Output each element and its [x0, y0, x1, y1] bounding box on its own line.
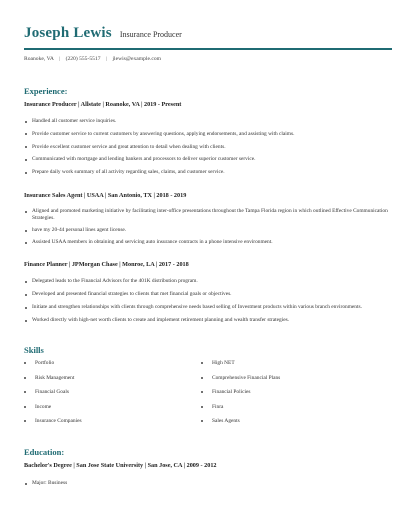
skills-column-right	[201, 360, 280, 433]
skill-item: Sales Agents	[201, 418, 280, 433]
list-item: Prepare daily work summary of all activity regarding sales, claims, and customer service.	[24, 169, 388, 176]
contact-line	[24, 56, 161, 62]
skill-item: Insurance Companies	[24, 418, 82, 433]
list-item: Provide customer service to current customers by answering questions, applying endorsements, and assisting with claims.	[24, 131, 388, 138]
candidate-name: Joseph Lewis	[24, 25, 112, 41]
list-item: Developed and presented financial strategies to clients that met financial goals or objectives.	[24, 291, 388, 298]
contact-separator: |	[105, 56, 108, 62]
list-item: Worked directly with high-net worth clients to create and implement retirement planning and wealth transfer strategies.	[24, 317, 388, 324]
candidate-title: Insurance Producer	[119, 30, 182, 39]
list-item: Provide excellent customer service and great attention to detail when dealing with clients.	[24, 144, 388, 151]
skill-item: Risk Management	[24, 375, 82, 390]
job-bullet-list	[24, 278, 388, 324]
contact-email[interactable]: jlewis@example.com	[112, 56, 161, 62]
contact-location: Roanoke, VA	[24, 56, 54, 62]
skills-column-left	[24, 360, 82, 433]
degree-line: Bachelor's Degree | San Jose State University | San Jose, CA | 2009 - 2012	[24, 462, 217, 469]
list-item: have my 20-44 personal lines agent license.	[24, 227, 388, 234]
job-bullet-list	[24, 208, 388, 246]
list-item: Major: Business	[24, 480, 388, 487]
education-bullet-list	[24, 480, 388, 487]
contact-separator: |	[59, 56, 61, 62]
contact-phone: (220) 555-5517	[65, 56, 101, 62]
skills-heading: Skills	[24, 345, 44, 355]
job-title-line: Finance Planner | JPMorgan Chase | Monroe, LA | 2017 - 2018	[24, 261, 189, 268]
job-bullet-list	[24, 118, 388, 176]
skill-item: High NET	[201, 360, 280, 375]
skill-item: Comprehensive Financial Plans	[201, 375, 280, 390]
skill-item: Income	[24, 404, 82, 419]
header-divider	[24, 48, 392, 50]
education-heading: Education:	[24, 447, 65, 457]
skill-item: Financial Policies	[201, 389, 280, 404]
list-item: Initiate and strengthen relationships with clients through comprehensive needs based selling of Investment products within various branch environments.	[24, 304, 388, 311]
list-item: Communicated with mortgage and lending bankers and processors to deliver superior customer service.	[24, 156, 388, 163]
experience-heading: Experience:	[24, 86, 68, 96]
job-title-line: Insurance Producer | Allstate | Roanoke, VA | 2019 - Present	[24, 101, 182, 108]
job-title-line: Insurance Sales Agent | USAA | San Antonio, TX | 2018 - 2019	[24, 192, 187, 199]
list-item: Delegated leads to the Financial Advisors for the 401K distribution program.	[24, 278, 388, 285]
skill-item: Financial Goals	[24, 389, 82, 404]
skill-item: Portfolio	[24, 360, 82, 375]
skill-item: Finra	[201, 404, 280, 419]
resume-header	[24, 24, 386, 42]
list-item: Handled all customer service inquiries.	[24, 118, 388, 125]
list-item: Aligned and promoted marketing initiative by facilitating inter-office presentations throughout the Tampa Florida region in which outlined Effective Communication Strategies.	[24, 208, 388, 222]
list-item: Assisted USAA members in obtaining and servicing auto insurance contracts in a phone intensive environment.	[24, 239, 388, 246]
